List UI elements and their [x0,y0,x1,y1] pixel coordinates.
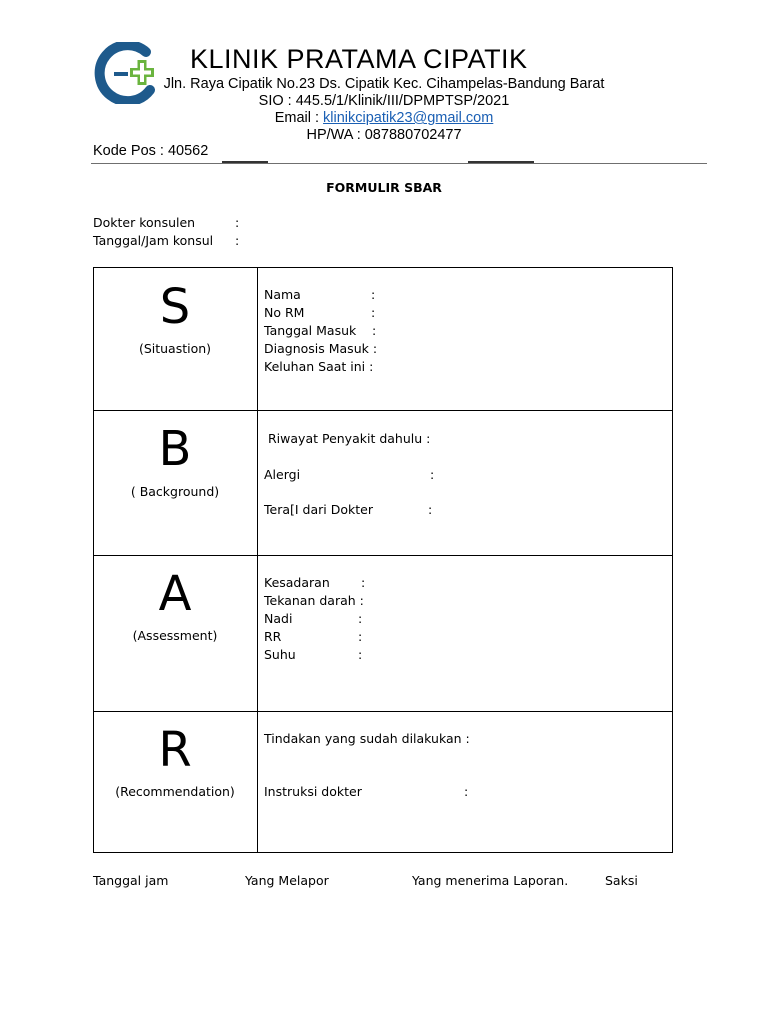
sbar-letter-a: A [158,566,192,622]
email-link[interactable]: klinikcipatik23@gmail.com [323,110,494,126]
table-row-divider [93,555,673,556]
sbar-letter-b: B [158,421,192,477]
field-nadi: Nadi [264,611,293,626]
field-riwayat-penyakit: Riwayat Penyakit dahulu : [268,431,431,446]
header-divider-accent [468,161,534,163]
field-tindakan: Tindakan yang sudah dilakukan : [264,731,470,746]
doctor-colon: : [235,215,240,230]
sbar-caption-b: ( Background) [130,484,220,499]
header-divider-accent [222,161,268,163]
form-title: FORMULIR SBAR [326,180,442,195]
field-tanggal-masuk: Tanggal Masuk [264,323,357,338]
consult-date-label: Tanggal/Jam konsul [93,233,214,248]
table-row-divider [93,711,673,712]
sbar-letter-s: S [159,279,191,335]
field-suhu-colon: : [358,647,363,662]
field-rr: RR [264,629,282,644]
email-label: Email : [274,110,324,126]
clinic-address: Jln. Raya Cipatik No.23 Ds. Cipatik Kec. Cihampelas-Bandung Barat [163,76,605,92]
sbar-caption-s: (Situastion) [138,341,212,356]
field-tekanan-darah: Tekanan darah : [264,593,364,608]
signature-reporter: Yang Melapor [245,873,329,888]
sbar-caption-a: (Assessment) [132,628,218,643]
field-keluhan: Keluhan Saat ini : [264,359,374,374]
sbar-caption-r: (Recommendation) [115,784,235,799]
field-nadi-colon: : [358,611,363,626]
field-alergi: Alergi [264,467,301,482]
field-kesadaran: Kesadaran [264,575,330,590]
clinic-phone: HP/WA : 087880702477 [306,127,462,143]
field-no-rm-colon: : [371,305,376,320]
table-column-divider [257,267,258,853]
field-tanggal-masuk-colon: : [372,323,377,338]
field-nama: Nama [264,287,301,302]
field-no-rm: No RM [264,305,305,320]
doctor-label: Dokter konsulen [93,215,196,230]
field-rr-colon: : [358,629,363,644]
sbar-letter-r: R [158,722,192,778]
field-instruksi-dokter: Instruksi dokter [264,784,362,799]
field-instruksi-colon: : [464,784,469,799]
postal-code: Kode Pos : 40562 [93,143,209,159]
field-diagnosis-masuk: Diagnosis Masuk : [264,341,378,356]
clinic-name: KLINIK PRATAMA CIPATIK [190,44,528,74]
clinic-sio: SIO : 445.5/1/Klinik/III/DPMPTSP/2021 [258,93,510,109]
signature-receiver: Yang menerima Laporan. [412,873,569,888]
table-row-divider [93,410,673,411]
field-alergi-colon: : [430,467,435,482]
field-suhu: Suhu [264,647,296,662]
clinic-email-line [104,110,664,126]
field-kesadaran-colon: : [361,575,366,590]
field-nama-colon: : [371,287,376,302]
field-terapi-dokter: Tera[I dari Dokter [264,502,373,517]
header-divider [91,163,707,164]
field-terapi-colon: : [428,502,433,517]
consult-date-colon: : [235,233,240,248]
signature-witness: Saksi [605,873,638,888]
signature-date-time: Tanggal jam [93,873,169,888]
